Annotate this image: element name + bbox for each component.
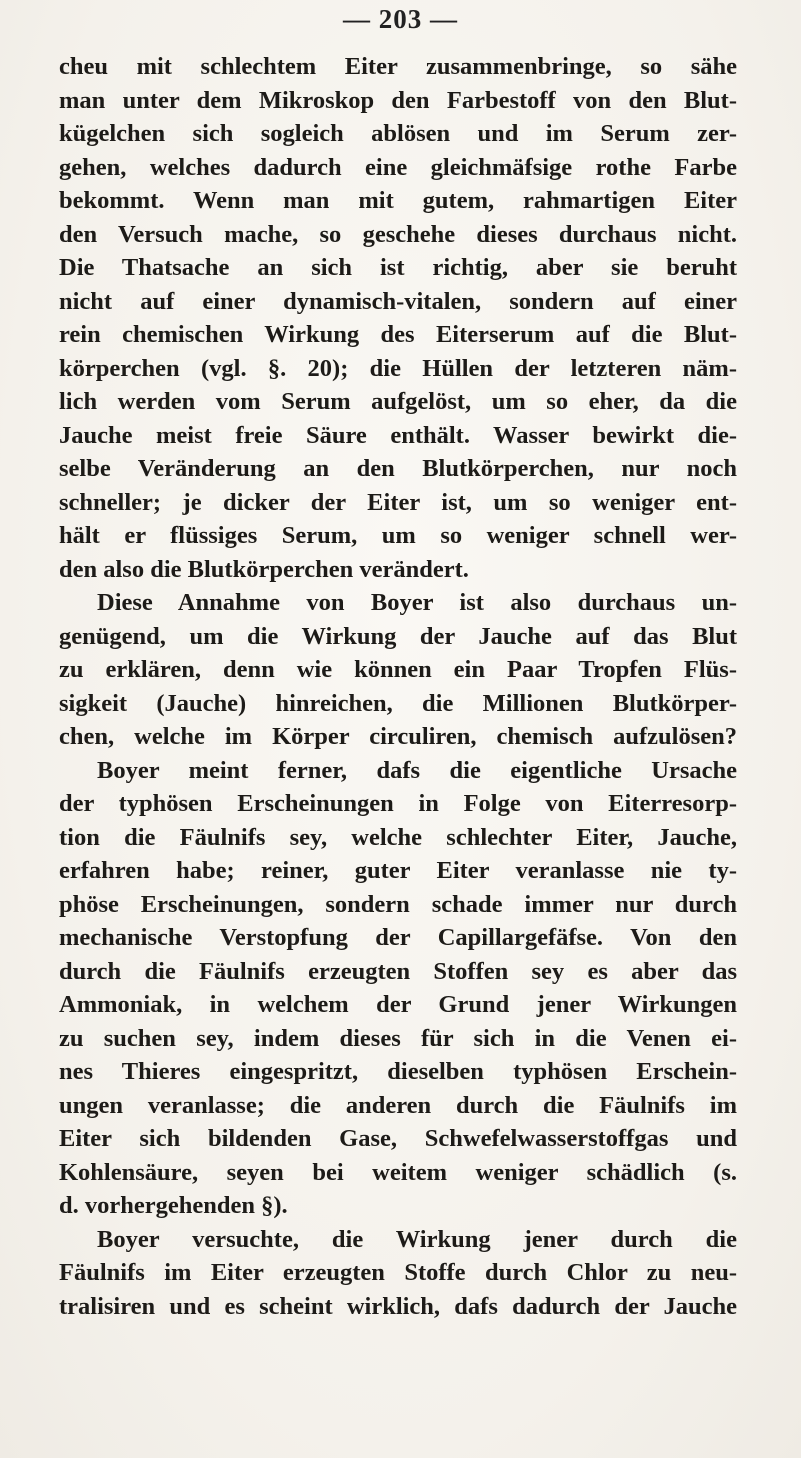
text-line: zu suchen sey, indem dieses für sich in die Venen ei- <box>59 1024 737 1052</box>
text-line: man unter dem Mikroskop den Farbestoff von den Blut- <box>59 86 737 114</box>
text-line: den also die Blutkörperchen verändert. <box>59 555 469 583</box>
text-line: Fäulnifs im Eiter erzeugten Stoffe durch Chlor zu neu- <box>59 1259 737 1286</box>
text-line: phöse Erscheinungen, sondern schade immer nur durch <box>59 890 737 918</box>
text-line: sigkeit (Jauche) hinreichen, die Millionen Blutkörper- <box>59 689 737 717</box>
text-line: zu erklären, denn wie können ein Paar Tropfen Flüs- <box>59 656 737 683</box>
text-line: durch die Fäulnifs erzeugten Stoffen sey es aber das <box>59 957 737 985</box>
text-line: körperchen (vgl. §. 20); die Hüllen der letzteren näm- <box>59 354 737 382</box>
text-line: Boyer versuchte, die Wirkung jener durch die <box>97 1225 737 1253</box>
text-line: der typhösen Erscheinungen in Folge von Eiterresorp- <box>59 790 737 817</box>
text-line: den Versuch mache, so geschehe dieses durchaus nicht. <box>59 220 737 248</box>
text-line: kügelchen sich sogleich ablösen und im Serum zer- <box>59 120 737 147</box>
text-line: cheu mit schlechtem Eiter zusammenbringe, so sähe <box>59 53 737 80</box>
text-line: tion die Fäulnifs sey, welche schlechter Eiter, Jauche, <box>59 823 737 851</box>
body-text <box>59 50 737 1323</box>
text-line: rein chemischen Wirkung des Eiterserum auf die Blut- <box>59 321 737 348</box>
text-line: Kohlensäure, seyen bei weitem weniger schädlich (s. <box>59 1158 737 1186</box>
text-line: ungen veranlasse; die anderen durch die Fäulnifs im <box>59 1091 737 1119</box>
text-line: Die Thatsache an sich ist richtig, aber sie beruht <box>59 254 737 281</box>
text-line: Diese Annahme von Boyer ist also durchaus un- <box>97 589 737 616</box>
text-line: Boyer meint ferner, dafs die eigentliche Ursache <box>97 756 737 784</box>
text-line: mechanische Verstopfung der Capillargefäfse. Von den <box>59 924 737 951</box>
text-line: genügend, um die Wirkung der Jauche auf das Blut <box>59 622 737 650</box>
text-line: d. vorhergehenden §). <box>59 1192 288 1219</box>
text-line: tralisiren und es scheint wirklich, dafs dadurch der Jauche <box>59 1292 737 1320</box>
text-line: Ammoniak, in welchem der Grund jener Wirkungen <box>59 991 737 1018</box>
text-line: selbe Veränderung an den Blutkörperchen, nur noch <box>59 455 737 482</box>
text-line: hält er flüssiges Serum, um so weniger schnell wer- <box>59 522 737 549</box>
page-number: — 203 — <box>343 4 458 34</box>
text-line: nicht auf einer dynamisch-vitalen, sondern auf einer <box>59 287 737 315</box>
text-line: erfahren habe; reiner, guter Eiter veranlasse nie ty- <box>59 857 737 884</box>
text-line: bekommt. Wenn man mit gutem, rahmartigen Eiter <box>59 187 737 214</box>
text-line: Eiter sich bildenden Gase, Schwefelwasserstoffgas und <box>59 1125 737 1152</box>
text-line: nes Thieres eingespritzt, dieselben typhösen Erschein- <box>59 1058 737 1085</box>
text-line: gehen, welches dadurch eine gleichmäfsige rothe Farbe <box>59 153 737 181</box>
text-line: Jauche meist freie Säure enthält. Wasser bewirkt die- <box>59 421 737 449</box>
text-line: schneller; je dicker der Eiter ist, um so weniger ent- <box>59 488 737 516</box>
text-line: lich werden vom Serum aufgelöst, um so eher, da die <box>59 388 737 415</box>
text-line: chen, welche im Körper circuliren, chemisch aufzulösen? <box>59 723 737 750</box>
